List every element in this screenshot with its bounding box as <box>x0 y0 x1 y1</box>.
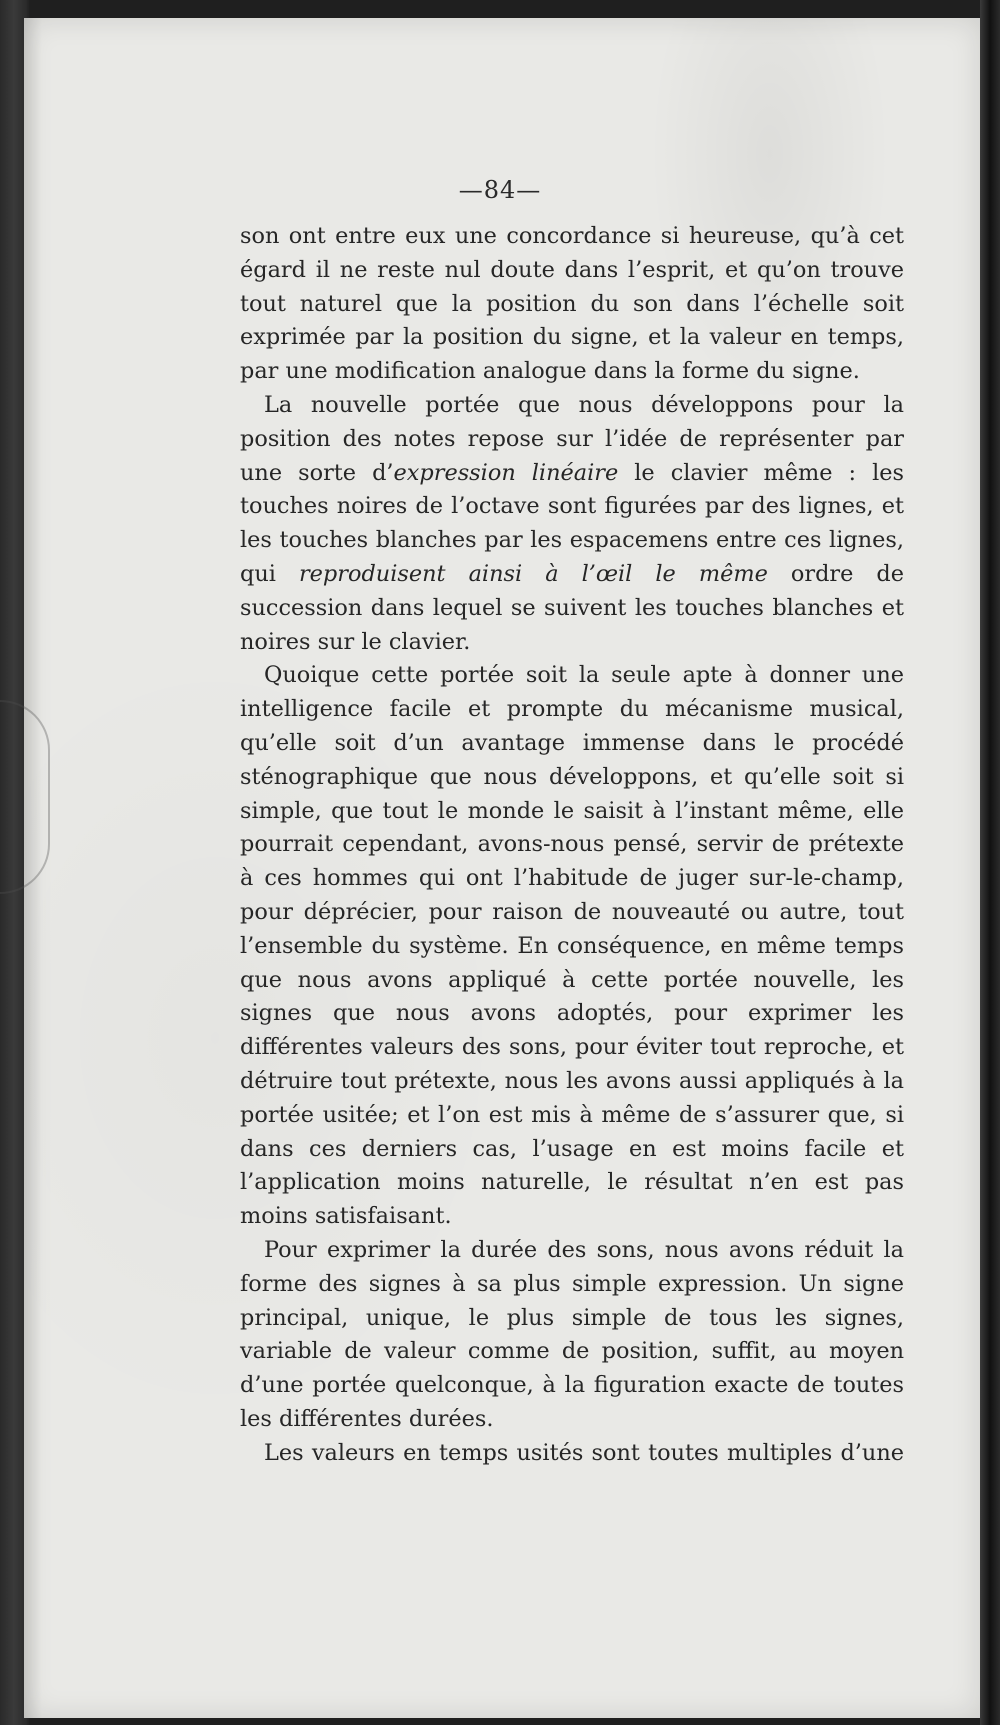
italic-segment: expression linéaire <box>393 459 619 486</box>
book-binding-edge <box>980 0 1000 1725</box>
paragraph-4 <box>240 1234 904 1437</box>
page-clip-mark <box>0 700 50 894</box>
text-segment: le clavier même : les touches noires de l’octave sont figurées par des lignes, et les touches blanches par les espacemens entre ces lignes, qui <box>240 459 904 587</box>
text-segment: Pour exprimer la durée des sons, nous avons réduit la forme des signes à sa plus simple expression. Un signe principal, unique, le plus simple de tous les signes, variable de valeur comme de position, suffit, au moyen d’une portée quelconque, à la figuration exacte de toutes les différentes durées. <box>240 1236 904 1432</box>
paragraph-3 <box>240 659 904 1234</box>
text-segment: son ont entre eux une concordance si heureuse, qu’à cet égard il ne reste nul doute dans l’esprit, et qu’on trouve tout naturel que la position du son dans l’échelle soit exprimée par la position du signe, et la valeur en temps, par une modification analogue dans la forme du signe. <box>240 223 904 385</box>
page-number: —84— <box>458 176 542 204</box>
paragraph-5 <box>240 1437 904 1471</box>
text-segment: Quoique cette portée soit la seule apte à donner une intelligence facile et prompte du mécanisme musical, qu’elle soit d’un avantage immense dans le procédé sténographique que nous développons, et qu’elle soit si simple, que tout le monde le saisit à l’instant même, elle pourrait cependant, avons-nous pensé, servir de prétexte à ces hommes qui ont l’habitude de juger sur-le-champ, pour déprécier, pour raison de nouveauté ou autre, tout l’ensemble du système. En conséquence, en même temps que nous avons appliqué à cette portée nouvelle, les signes que nous avons adoptés, pour exprimer les différentes valeurs des sons, pour éviter tout reproche, et détruire tout prétexte, nous les avons aussi appliqués à la portée usitée; et l’on est mis à même de s’assurer que, si dans ces derniers cas, l’usage en est moins facile et l’application moins naturelle, le résultat n’en est pas moins satisfaisant. <box>240 662 904 1230</box>
text-segment: ordre de succession dans lequel se suivent les touches blanches et noires sur le clavier. <box>240 560 904 655</box>
paragraph-1 <box>240 220 904 389</box>
text-segment: La nouvelle portée que nous développons pour la position des notes repose sur l’idée de représenter par une sorte d’ <box>240 391 904 486</box>
text-segment: Les valeurs en temps usités sont toutes multiples d’une <box>264 1439 904 1466</box>
italic-segment: reproduisent ainsi à l’œil le même <box>298 560 768 587</box>
body-text <box>240 220 904 1470</box>
paragraph-2 <box>240 389 904 659</box>
